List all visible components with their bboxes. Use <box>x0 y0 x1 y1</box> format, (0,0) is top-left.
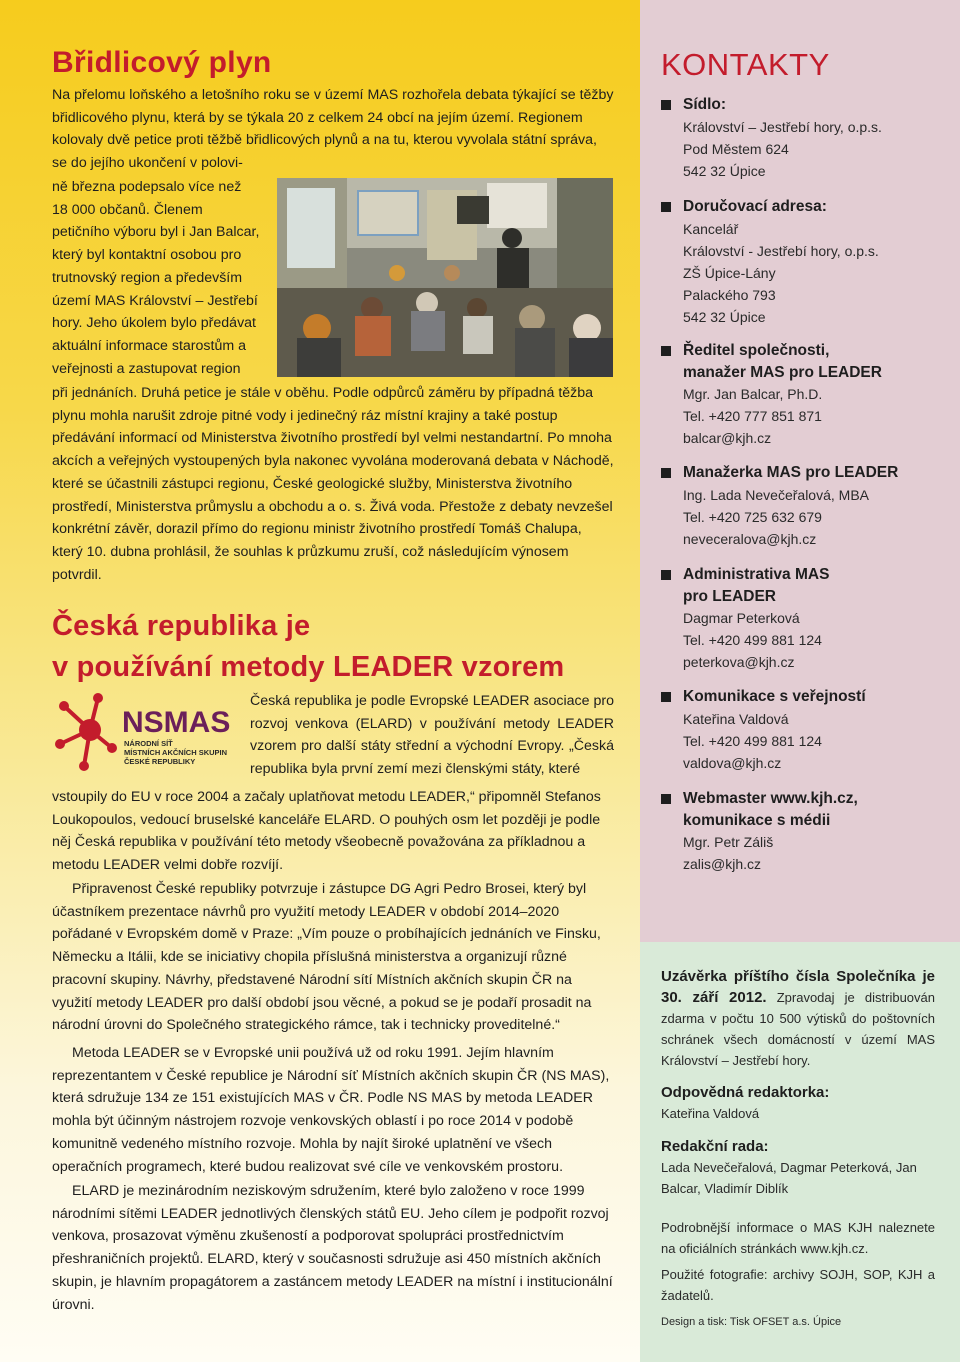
article-title-line-2: v používání metody LEADER vzorem <box>52 651 565 683</box>
distribution-text: Zpravodaj je distribuován zdarma v počtu 10 500 výtisků do poštovních schránek všech domácností v území MAS Království – Jestřebí hory. <box>661 990 935 1068</box>
contacts-heading: KONTAKTY <box>661 47 830 82</box>
contact-title: Administrativa MAS <box>683 566 830 583</box>
contact-block-webmaster <box>661 788 951 875</box>
article-paragraph-wrapped: ně března podepsalo více než 18 000 občanů. Členem petičního výboru byl i Jan Balcar, který byl kontaktní osobou pro trutnovský region a především území MAS Království – Jestřebí hory. Jeho úkolem bylo předávat aktuální informace starostům a veřejnosti a zastupovat region <box>52 179 260 377</box>
article-paragraph: ELARD je mezinárodním neziskovým sdružením, které bylo založeno v roce 1999 národními sítěmi LEADER jednotlivých členských států EU. Jeho cílem je podpořit rozvoj venkova, prosazovat výměnu zkušeností a podporovat spolupráci prostřednictvím přeshraničních projektů. ELARD, který v současnosti sdružuje asi 450 místních akčních skupin, je hlavním propagátorem a zastáncem metody LEADER na místní i institucionální úrovni. <box>52 1183 613 1313</box>
square-bullet-icon <box>661 692 671 702</box>
contact-line: Mgr. Jan Balcar, Ph.D. <box>683 386 823 402</box>
nsmas-logo <box>50 690 240 776</box>
article-paragraph: Česká republika je podle Evropské LEADER asociace pro rozvoj venkova (ELARD) v používání metody LEADER vzorem pro další státy střední a východní Evropy. „Česká republika byla první zemí mezi členskými státy, které <box>250 693 614 778</box>
contact-block-administration <box>661 564 951 673</box>
contact-email[interactable]: balcar@kjh.cz <box>683 430 772 446</box>
contact-block-manager <box>661 462 951 550</box>
imprint-design-credit: Design a tisk: Tisk OFSET a.s. Úpice <box>661 1316 842 1328</box>
article-paragraph: při jednáních. Druhá petice je stále v oběhu. Podle odpůrců záměru by případná těžba plynu mohla narušit zdroje pitné vody i jedinečný ráz místní krajiny a také postup předávání informací od Ministerstva životního prostředí byl velmi nestandartní. Po mnoha akcích a veřejných vystoupených byla nakonec vyvolána moderovaná debata v Náchodě, které se účastnili zástupci regionu, České geologické služby, Ministerstva životního prostředí, Ministerstva průmyslu a obchodu a o. s. Živá voda. Přestože z debaty nevzešel konkrétní závěr, dorazil přímo do regionu ministr životního prostředí Tomáš Chalupa, který 10. dubna prohlásil, že souhlas k průzkumu zruší, což následujícím výnosem potvrdil. <box>52 385 614 583</box>
contact-line: Mgr. Petr Záliš <box>683 834 774 850</box>
article-paragraph: Připravenost České republiky potvrzuje i zástupce DG Agri Pedro Brosei, který byl účastníkem prezentace návrhů pro využití metody LEADER v období 2014–2020 pořádané v Evropském domě v Praze: „Vím pouze o probíhajících jednáních ve Finsku, Německu a Itálii, kde se iniciativy chopila příslušná ministerstva a organizují různé pracovní skupiny. Návrhy, představené Národní sítí Místních akčních skupin ČR na využití metody LEADER pro další období jsou věcné, a pokud se je podaří prosadit na národní úrovni do Společného strategického rámce, tak i technicky proveditelné.“ <box>52 881 601 1034</box>
contact-line: Tel. +420 725 632 679 <box>683 508 822 525</box>
square-bullet-icon <box>661 570 671 580</box>
article-paragraph: vstoupily do EU v roce 2004 a začaly uplatňovat metodu LEADER,“ připomněl Stefanos Loukopoulos, vedoucí bruselské kanceláře ELARD. O pouhých osm let později je podle něj Česká republika v používání této metody všeobecně považována za příkladnou a metodu LEADER velmi dobře rozvíjí. <box>52 789 601 874</box>
contact-email[interactable]: valdova@kjh.cz <box>683 754 782 771</box>
imprint-photo-credits: Použité fotografie: archivy SOJH, SOP, KJH a žadatelů. <box>661 1267 935 1303</box>
meeting-photo <box>277 178 613 377</box>
board-names: Lada Nevečeřalová, Dagmar Peterková, Jan Balcar, Vladimír Diblík <box>661 1160 917 1196</box>
contact-line: Tel. +420 777 851 871 <box>683 408 822 424</box>
imprint-editor <box>661 1082 935 1124</box>
board-label: Redakční rada: <box>661 1138 769 1155</box>
contact-title: Komunikace s veřejností <box>683 688 866 705</box>
article-paragraph: Metoda LEADER se v Evropské unii používá už od roku 1991. Jejím hlavním reprezentantem v České republice je Národní síť Místních akčních skupin ČR (NS MAS), která sdružuje 134 ze 151 existujících MAS v ČR. Podle NS MAS by metoda LEADER mohla být účinným nástrojem rozvoje venkovských oblastí i po roce 2014 v podobě komunitně vedeného místního rozvoje. Mohla by najít široké uplatnění ve všech operačních programech, které budou realizovat své cíle ve venkovském prostoru. <box>52 1045 610 1175</box>
contact-line: Království – Jestřebí hory, o.p.s. <box>683 118 882 135</box>
square-bullet-icon <box>661 468 671 478</box>
contact-line: Kateřina Valdová <box>683 710 789 727</box>
contact-line: Tel. +420 499 881 124 <box>683 732 822 749</box>
editor-label: Odpovědná redaktorka: <box>661 1084 830 1101</box>
article-title-shale-gas: Břidlicový plyn <box>52 46 272 79</box>
contact-title: Webmaster www.kjh.cz, <box>683 790 858 807</box>
contact-line: 542 32 Úpice <box>683 162 766 179</box>
contact-title: pro LEADER <box>683 587 776 605</box>
article-title-line-1: Česká republika je <box>52 610 311 642</box>
square-bullet-icon <box>661 794 671 804</box>
logo-subtitle-2: MÍSTNÍCH AKČNÍCH SKUPIN <box>124 748 228 757</box>
contact-block-public-relations <box>661 686 951 774</box>
imprint-deadline <box>661 966 935 1071</box>
contact-title: Doručovací adresa: <box>683 198 827 215</box>
contact-title: komunikace s médii <box>683 811 831 829</box>
article-paragraph: Na přelomu loňského a letošního roku se v území MAS rozhořela debata týkající se těžby břidlicového plynu, která by se týkala 20 z celkem 24 obcí na jejím území. Regionem kolovaly dvě petice proti těžbě břidlicových plynů a na tu, kterou vyvolala státní správa, se do jejího ukončení v polovi- <box>52 87 614 172</box>
contact-email[interactable]: neveceralova@kjh.cz <box>683 530 817 547</box>
contact-title: Sídlo: <box>683 96 727 113</box>
deadline-bold: Uzávěrka příštího čísla Společníka je 30. září 2012. <box>661 968 935 1006</box>
contact-line: Království - Jestřebí hory, o.p.s. <box>683 242 879 259</box>
imprint-board <box>661 1136 935 1199</box>
contact-line: Pod Městem 624 <box>683 140 789 157</box>
contact-email[interactable]: peterkova@kjh.cz <box>683 654 795 670</box>
logo-subtitle-1: NÁRODNÍ SÍŤ <box>124 739 173 748</box>
editor-name: Kateřina Valdová <box>661 1106 760 1121</box>
logo-subtitle-3: ČESKÉ REPUBLIKY <box>124 757 196 766</box>
contact-line: Tel. +420 499 881 124 <box>683 632 822 648</box>
square-bullet-icon <box>661 346 671 356</box>
contact-title: manažer MAS pro LEADER <box>683 363 882 381</box>
square-bullet-icon <box>661 100 671 110</box>
contact-line: Dagmar Peterková <box>683 610 800 626</box>
contact-line: 542 32 Úpice <box>683 308 766 325</box>
contact-block-director <box>661 340 951 449</box>
square-bullet-icon <box>661 202 671 212</box>
contact-line: Kancelář <box>683 220 739 237</box>
contact-title: Manažerka MAS pro LEADER <box>683 464 899 481</box>
contact-block-seat <box>661 94 951 182</box>
contact-line: ZŠ Úpice-Lány <box>683 264 776 281</box>
contact-block-delivery <box>661 196 951 328</box>
contact-line: Palackého 793 <box>683 286 776 303</box>
contact-line: Ing. Lada Nevečeřalová, MBA <box>683 486 869 503</box>
contact-title: Ředitel společnosti, <box>683 342 830 359</box>
logo-wordmark: NSMAS <box>122 706 231 739</box>
imprint-more-info: Podrobnější informace o MAS KJH naleznete na oficiálních stránkách www.kjh.cz. <box>661 1220 935 1256</box>
contact-email[interactable]: zalis@kjh.cz <box>683 856 762 872</box>
